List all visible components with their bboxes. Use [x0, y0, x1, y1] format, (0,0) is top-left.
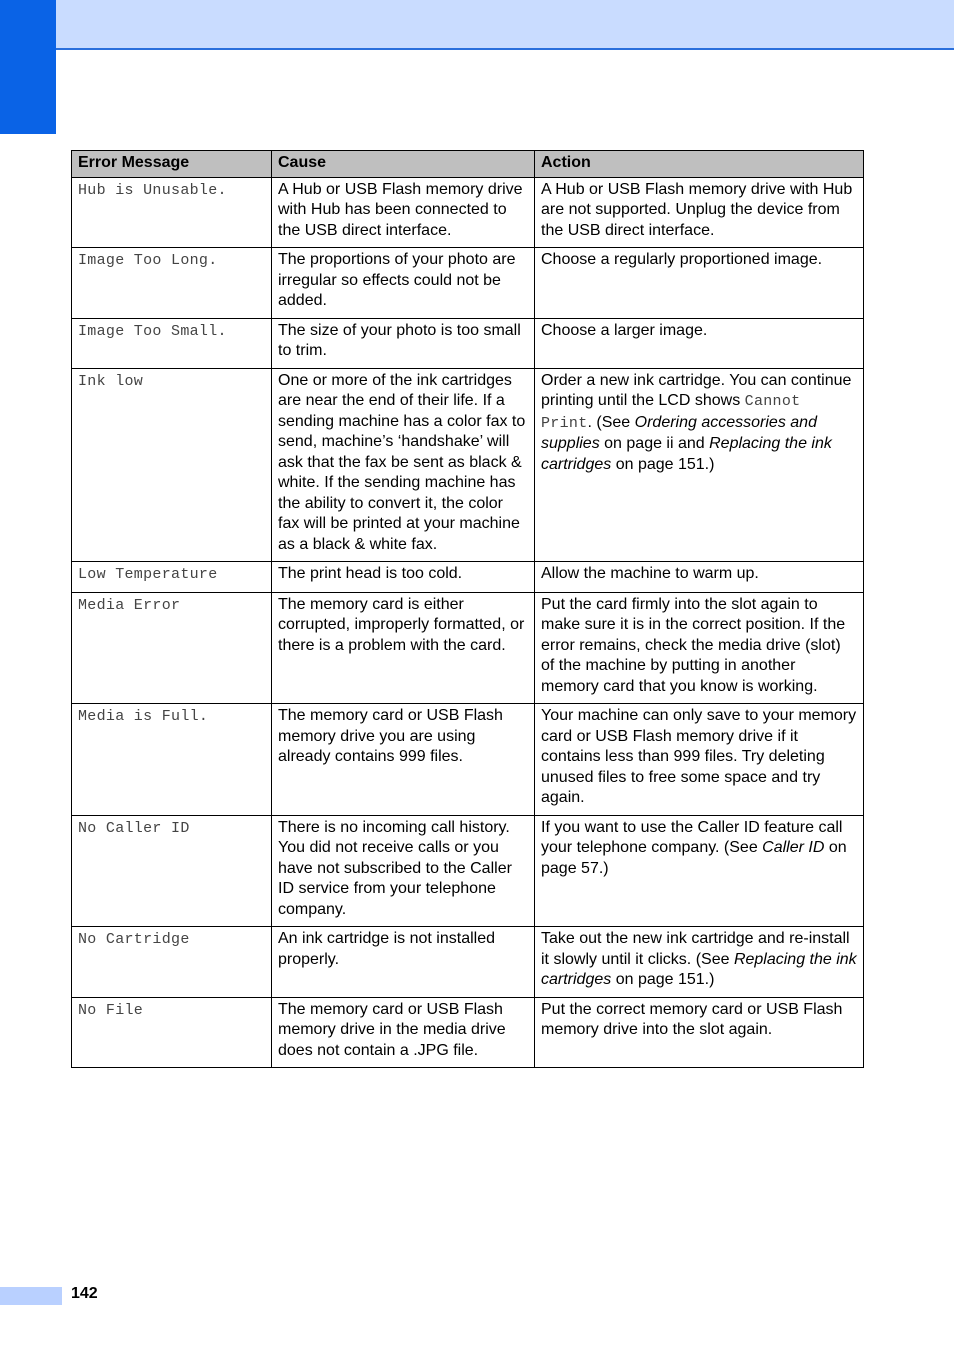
- error-message-cell: [72, 562, 272, 593]
- action-cell: A Hub or USB Flash memory drive with Hub are not supported. Unplug the device from the USB direct interface.: [535, 177, 864, 248]
- error-message-text: No Caller ID: [78, 819, 190, 837]
- cause-cell: The print head is too cold.: [272, 562, 535, 593]
- error-message-cell: [72, 927, 272, 998]
- action-text: on page 151.): [611, 455, 715, 473]
- error-message-text: No File: [78, 1001, 144, 1019]
- error-message-text: Media is Full.: [78, 708, 209, 725]
- error-message-table: [71, 150, 864, 1068]
- error-message-text: Hub is Unusable.: [78, 181, 227, 199]
- error-message-cell: [72, 815, 272, 927]
- action-cell: Put the card firmly into the slot again to make sure it is in the correct position. If the error remains, check the media drive (slot) of the machine by putting in another memory card that you know is working.: [535, 592, 864, 704]
- lcd-message-text: Cannot Print: [541, 393, 801, 432]
- action-text: Order a new ink cartridge. You can continue printing until the LCD shows: [541, 371, 852, 409]
- table-row: [72, 562, 864, 593]
- action-text: Take out the new ink cartridge and re-install it slowly until it clicks. (See: [541, 930, 850, 968]
- action-cell: [535, 927, 864, 998]
- table-row: [72, 927, 864, 998]
- chapter-tab: [0, 0, 56, 134]
- cause-cell: The proportions of your photo are irregular so effects could not be added.: [272, 248, 535, 319]
- column-header-cause: Cause: [272, 151, 535, 178]
- header-band: [0, 0, 954, 50]
- action-text: on page ii and: [599, 435, 710, 452]
- error-message-cell: [72, 592, 272, 704]
- error-message-text: Image Too Small.: [78, 322, 227, 340]
- footer-accent-bar: [0, 1287, 62, 1305]
- error-message-cell: [72, 997, 272, 1068]
- column-header-error-message: Error Message: [72, 151, 272, 178]
- error-message-cell: [72, 368, 272, 562]
- error-message-text: Media Error: [78, 596, 181, 614]
- cause-cell: The memory card or USB Flash memory drive you are using already contains 999 files.: [272, 704, 535, 816]
- action-text: If you want to use the Caller ID feature call your telephone company. (See: [541, 818, 843, 856]
- cause-cell: The size of your photo is too small to trim.: [272, 318, 535, 368]
- table-row: [72, 318, 864, 368]
- column-header-action: Action: [535, 151, 864, 178]
- cause-cell: The memory card is either corrupted, improperly formatted, or there is a problem with the card.: [272, 592, 535, 704]
- action-cell: Choose a larger image.: [535, 318, 864, 368]
- action-cell: Allow the machine to warm up.: [535, 562, 864, 593]
- error-message-cell: [72, 248, 272, 319]
- cause-cell: An ink cartridge is not installed properly.: [272, 927, 535, 998]
- error-message-cell: [72, 177, 272, 248]
- cause-cell: The memory card or USB Flash memory drive in the media drive does not contain a .JPG file.: [272, 997, 535, 1068]
- table-row: [72, 815, 864, 927]
- error-message-text: Image Too Long.: [78, 252, 218, 269]
- table-row: [72, 997, 864, 1068]
- error-message-cell: [72, 704, 272, 816]
- page-number: 142: [71, 1285, 98, 1302]
- cause-cell: There is no incoming call history. You did not receive calls or you have not subscribed to the Caller ID service from your telephone company.: [272, 815, 535, 927]
- action-text: . (See: [587, 413, 635, 431]
- action-cell: Put the correct memory card or USB Flash memory drive into the slot again.: [535, 997, 864, 1068]
- action-cell: Your machine can only save to your memory card or USB Flash memory drive if it contains less than 999 files. Try deleting unused files to free some space and try again.: [535, 704, 864, 816]
- action-text: on page 151.): [611, 971, 715, 988]
- table-row: [72, 368, 864, 562]
- table-header-row: [72, 151, 864, 178]
- action-cell: [535, 815, 864, 927]
- cause-cell: One or more of the ink cartridges are near the end of their life. If a sending machine has a color fax to send, machine’s ‘handshake’ will ask that the fax be sent as black & white. If the sending machine has the ability to convert it, the color fax will be printed at your machine as a black & white fax.: [272, 368, 535, 562]
- cross-reference-link: Replacing the ink cartridges: [541, 435, 832, 473]
- error-message-text: No Cartridge: [78, 931, 190, 948]
- cross-reference-link: Replacing the ink cartridges: [541, 950, 857, 988]
- cause-cell: A Hub or USB Flash memory drive with Hub has been connected to the USB direct interface.: [272, 177, 535, 248]
- action-cell: Choose a regularly proportioned image.: [535, 248, 864, 319]
- table-row: [72, 704, 864, 816]
- cross-reference-link: Caller ID: [762, 839, 825, 856]
- table-row: [72, 177, 864, 248]
- table-row: [72, 248, 864, 319]
- error-message-cell: [72, 318, 272, 368]
- action-text: on page 57.): [541, 839, 847, 877]
- cross-reference-link: Ordering accessories and supplies: [541, 413, 817, 452]
- error-message-text: Low Temperature: [78, 566, 218, 583]
- table-row: [72, 592, 864, 704]
- error-message-text: Ink low: [78, 372, 144, 390]
- action-cell: [535, 368, 864, 562]
